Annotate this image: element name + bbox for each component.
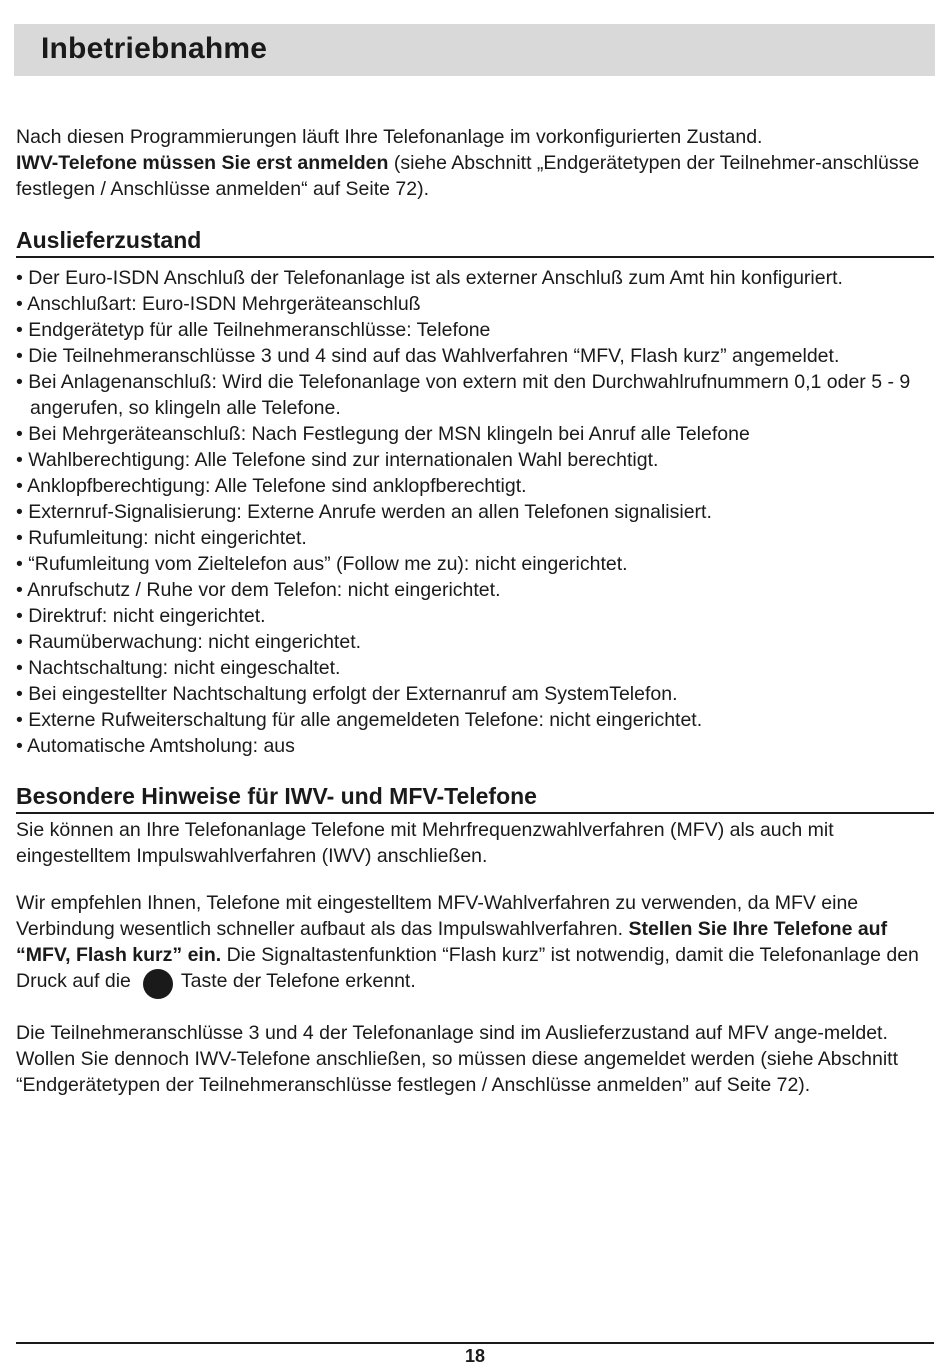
list-item: • Bei Mehrgeräteanschluß: Nach Festlegung der MSN klingeln bei Anruf alle Telefone [16,421,934,447]
delivery-list [16,265,934,759]
chapter-title-bar [14,24,935,76]
intro-paragraph [16,124,934,202]
list-item: • Externruf-Signalisierung: Externe Anrufe werden an allen Telefonen signalisiert. [16,499,934,525]
notes-p2-mid: Die Signaltastenfunktion “Flash kurz” ist notwendig, damit die Telefonanlage den Druck auf die [16,944,919,992]
list-item: • Wahlberechtigung: Alle Telefone sind zur internationalen Wahl berechtigt. [16,447,934,473]
notes-paragraph-1: Sie können an Ihre Telefonanlage Telefone mit Mehrfrequenzwahlverfahren (MFV) als auch mit eingestelltem Impulswahlverfahren (IWV) anschließen. [16,819,834,867]
list-item: • Die Teilnehmeranschlüsse 3 und 4 sind auf das Wahlverfahren “MFV, Flash kurz” angemeldet. [16,343,934,369]
chapter-title: Inbetriebnahme [41,32,268,65]
list-item: • “Rufumleitung vom Zieltelefon aus” (Follow me zu): nicht eingerichtet. [16,551,934,577]
signal-key-icon [143,969,173,999]
list-item: • Anrufschutz / Ruhe vor dem Telefon: nicht eingerichtet. [16,577,934,603]
page-number: 18 [464,1346,486,1366]
notes-heading: Besondere Hinweise für IWV- und MFV-Telefone [16,781,934,814]
notes-p2-start: Wir empfehlen Ihnen, Telefone mit eingestelltem MFV-Wahlverfahren zu verwenden, da MFV eine Verbindung wesentlich schneller aufbaut als das Impulswahlverfahren. [16,892,859,940]
notes-p2-bold: Stellen Sie Ihre Telefone auf “MFV, Flash kurz” ein. [16,918,888,966]
list-item: • Der Euro-ISDN Anschluß der Telefonanlage ist als externer Anschluß zum Amt hin konfiguriert. [16,265,934,291]
list-item: • Bei Anlagenanschluß: Wird die Telefonanlage von extern mit den Durchwahlrufnummern 0,1 oder 5 - 9 angerufen, so klingeln alle Telefone. [16,369,934,421]
list-item: • Endgerätetyp für alle Teilnehmeranschlüsse: Telefone [16,317,934,343]
list-item: • Anschlußart: Euro-ISDN Mehrgeräteanschluß [16,291,934,317]
list-item: • Direktruf: nicht eingerichtet. [16,603,934,629]
list-item: • Automatische Amtsholung: aus [16,733,934,759]
footer-divider [16,1342,934,1344]
notes-p2-end: Taste der Telefone erkennt. [180,970,416,992]
notes-paragraph-2 [16,890,934,999]
intro-rest: (siehe Abschnitt „Endgerätetypen der Teilnehmer-anschlüsse festlegen / Anschlüsse anmelden“ auf Seite 72). [16,152,920,200]
list-item: • Anklopfberechtigung: Alle Telefone sind anklopfberechtigt. [16,473,934,499]
list-item: • Bei eingestellter Nachtschaltung erfolgt der Externanruf am SystemTelefon. [16,681,934,707]
list-item: • Externe Rufweiterschaltung für alle angemeldeten Telefone: nicht eingerichtet. [16,707,934,733]
delivery-heading: Auslieferzustand [16,225,934,258]
list-item: • Raumüberwachung: nicht eingerichtet. [16,629,934,655]
list-item: • Nachtschaltung: nicht eingeschaltet. [16,655,934,681]
page-content [16,124,934,1098]
intro-bold: IWV-Telefone müssen Sie erst anmelden [16,152,389,174]
intro-line1: Nach diesen Programmierungen läuft Ihre Telefonanlage im vorkonfigurierten Zustand. [16,126,763,148]
notes-paragraph-3: Die Teilnehmeranschlüsse 3 und 4 der Telefonanlage sind im Auslieferzustand auf MFV ange-meldet. Wollen Sie dennoch IWV-Telefone anschließen, so müssen diese angemeldet werden (siehe Abschnitt “Endgerätetypen der Teilnehmeranschlüsse festlegen / Anschlüsse anmelden” auf Seite 72). [16,1022,898,1096]
list-item: • Rufumleitung: nicht eingerichtet. [16,525,934,551]
